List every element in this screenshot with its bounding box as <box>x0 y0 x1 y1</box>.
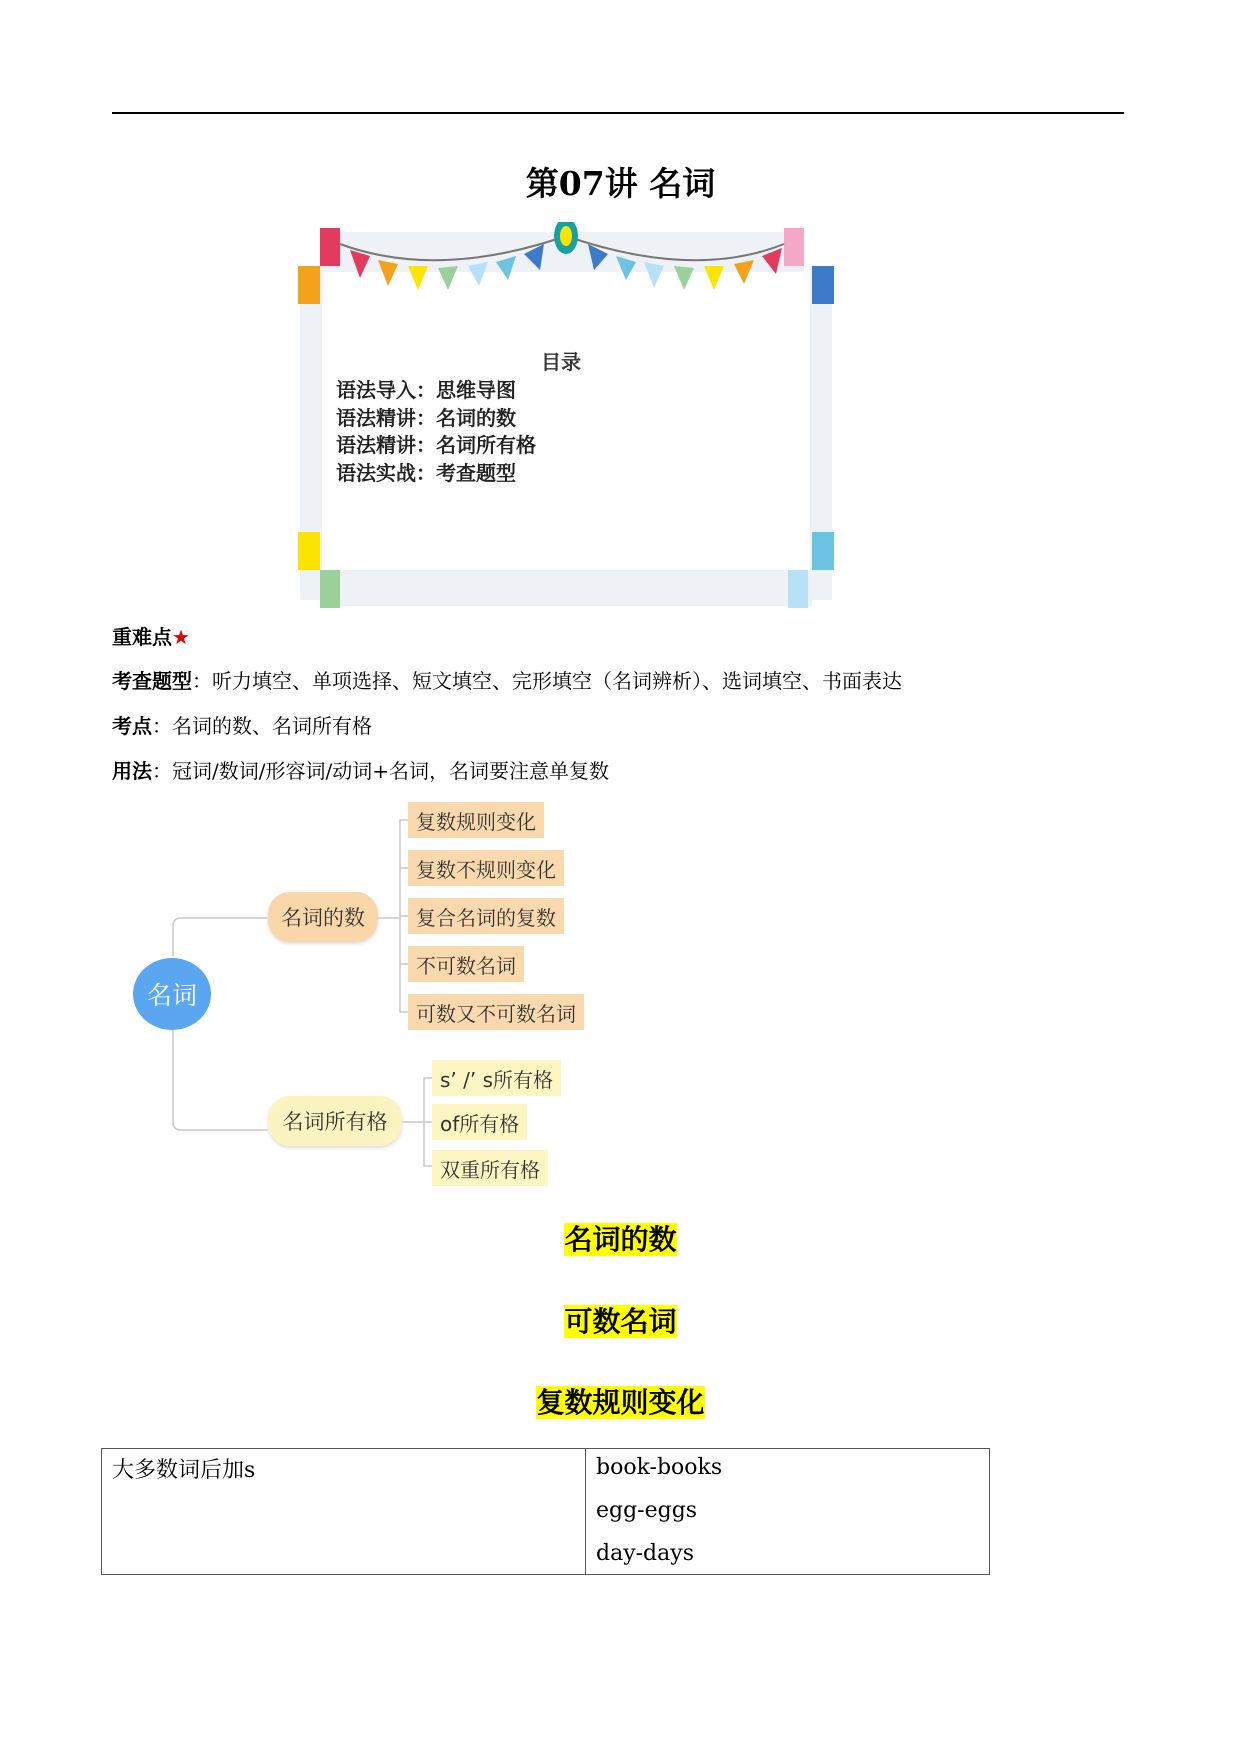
usage-line <box>112 756 609 786</box>
toc-item-1: 语法导入：思维导图 <box>336 378 516 402</box>
section-heading: 复数规则变化 <box>536 1386 705 1419</box>
section-heading: 名词的数 <box>564 1223 677 1256</box>
question-types-label: 考查题型 <box>112 669 192 693</box>
mindmap-root: 名词 <box>133 958 211 1030</box>
star-icon: ★ <box>172 625 190 649</box>
example-item: day-days <box>596 1541 694 1566</box>
rule-cell: 大多数词后加s <box>102 1449 586 1575</box>
exam-points-text: ：名词的数、名词所有格 <box>152 714 372 738</box>
mindmap-leaf: 可数又不可数名词 <box>408 994 584 1030</box>
mindmap-leaf: 复数规则变化 <box>408 802 544 838</box>
mindmap-leaf: 复合名词的复数 <box>408 898 564 934</box>
key-points-heading <box>112 622 190 652</box>
toc-heading: 目录 <box>541 350 581 374</box>
header-rule <box>112 112 1124 114</box>
toc-item-3: 语法精讲：名词所有格 <box>336 433 536 457</box>
page-title: 第07讲 名词 <box>525 164 716 203</box>
mindmap-leaf: s’ /’ s所有格 <box>432 1060 561 1096</box>
example-item: egg-eggs <box>596 1498 698 1523</box>
section-heading: 可数名词 <box>564 1305 677 1338</box>
table-row <box>102 1449 990 1575</box>
toc-item-4: 语法实战：考查题型 <box>336 461 516 485</box>
usage-text: ：冠词/数词/形容词/动词+名词，名词要注意单复数 <box>152 759 609 783</box>
key-points-label: 重难点 <box>112 625 172 649</box>
examples-cell <box>586 1449 990 1575</box>
mindmap-leaf: of所有格 <box>432 1104 527 1140</box>
mindmap-branch-possessive: 名词所有格 <box>268 1096 402 1146</box>
plural-rule-table <box>101 1448 990 1575</box>
usage-label: 用法 <box>112 759 152 783</box>
mindmap-leaf: 复数不规则变化 <box>408 850 564 886</box>
toc-item-2: 语法精讲：名词的数 <box>336 406 516 430</box>
mindmap-leaf: 双重所有格 <box>432 1150 548 1186</box>
exam-points-label: 考点 <box>112 714 152 738</box>
exam-points-line <box>112 711 372 741</box>
mindmap-leaf: 不可数名词 <box>408 946 524 982</box>
question-types-text: ：听力填空、单项选择、短文填空、完形填空（名词辨析）、选词填空、书面表达 <box>192 669 902 693</box>
mindmap-branch-number: 名词的数 <box>268 892 378 942</box>
example-item: book-books <box>596 1455 723 1480</box>
question-types-line <box>112 666 902 696</box>
